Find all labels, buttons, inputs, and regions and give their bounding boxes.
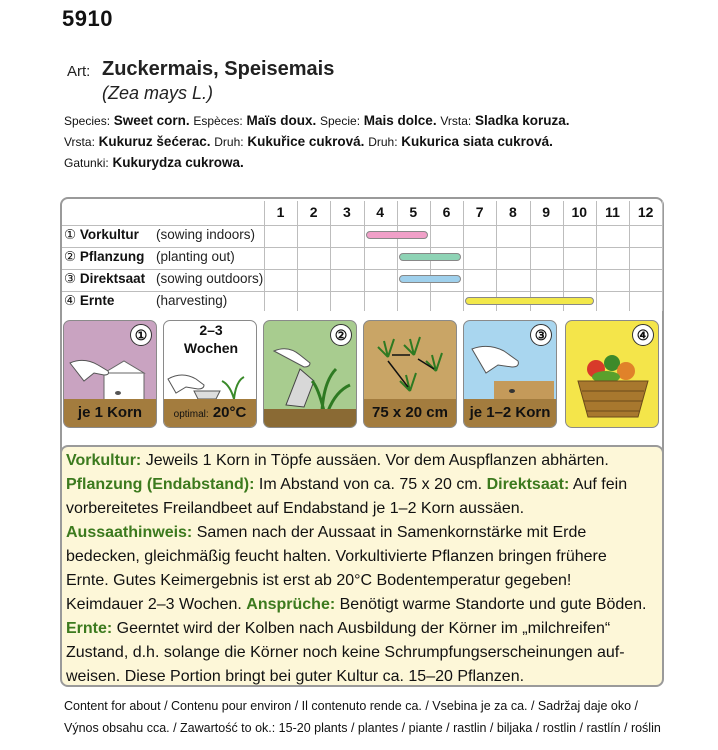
calendar-bar (399, 253, 461, 261)
calendar-row-label (64, 293, 259, 309)
grid-line-vertical (364, 201, 365, 311)
row-number: ④ (64, 293, 77, 308)
tile-direct-sowing (463, 320, 557, 428)
grid-line-horizontal (62, 291, 662, 292)
grid-line-vertical (297, 201, 298, 311)
content-line-1: Content for about / Contenu pour environ / Il contenuto rende ca. / Vsebina je za ca. / Sadržaj daje oko / (64, 699, 638, 713)
row-translation: (sowing indoors) (156, 227, 256, 242)
calendar-bar (366, 231, 428, 239)
instruction-line (66, 641, 662, 665)
month-2: 2 (309, 204, 318, 220)
month-12: 12 (637, 204, 654, 220)
month-6: 6 (442, 204, 451, 220)
month-9: 9 (542, 204, 550, 220)
species-line-2: Vrsta: Kukuruz šećerac. Druh: Kukuřice cukrová. Druh: Kukurica siata cukrová. (64, 134, 553, 149)
grid-line-vertical (563, 201, 564, 311)
instruction-line (66, 665, 662, 689)
instruction-text: Samen nach der Aussaat in Samenkornstärke mit Erde (192, 524, 587, 541)
tile-footer-spacing: 75 x 20 cm (364, 399, 456, 427)
grid-line-vertical (330, 201, 331, 311)
calendar-bar (465, 297, 594, 305)
row-number: ② (64, 249, 77, 264)
row-number: ① (64, 227, 77, 242)
species-line-1: Species: Sweet corn. Espèces: Maïs doux. Specie: Mais dolce. Vrsta: Sladka koruza. (64, 113, 570, 128)
grid-line-horizontal (62, 225, 662, 226)
row-translation: (planting out) (156, 249, 235, 264)
instruction-text: Ernte. Gutes Keimergebnis ist erst ab 20°C Bodentemperatur gegeben! (66, 572, 572, 589)
grid-line-vertical (397, 201, 398, 311)
instruction-text: Keimdauer 2–3 Wochen. (66, 596, 247, 613)
row-title: Pflanzung (79, 249, 145, 264)
month-3: 3 (342, 204, 351, 220)
instruction-text: Geerntet wird der Kolben nach Ausbildung der Körner im „milchreifen“ (112, 620, 611, 637)
tile-planting-out (263, 320, 357, 428)
instruction-heading: Ernte: (66, 620, 113, 637)
instruction-heading: Direktsaat: (486, 476, 570, 493)
step-badge-2: ② (330, 324, 352, 346)
month-8: 8 (508, 204, 517, 220)
content-info (64, 695, 661, 739)
tile-spacing (363, 320, 457, 428)
month-11: 11 (605, 204, 620, 220)
instruction-text: Im Abstand von ca. 75 x 20 cm. (254, 476, 487, 493)
row-translation: (sowing outdoors) (156, 271, 264, 286)
germination-time: 2–3 Wochen (183, 322, 239, 356)
month-5: 5 (409, 204, 418, 220)
calendar-bar (399, 275, 461, 283)
instruction-text: vorbereitetes Freilandbeet auf Endabstand je 1–2 Korn aussäen. (66, 500, 525, 517)
grid-line-vertical (463, 201, 464, 311)
step-badge-4: ④ (632, 324, 654, 346)
instruction-text: bedecken, gleichmäßig feucht halten. Vorkultivierte Pflanzen bringen frühere (66, 548, 607, 565)
instruction-heading: Vorkultur: (66, 452, 142, 469)
instruction-text: Auf fein (569, 476, 628, 493)
instruction-heading: Ansprüche: (246, 596, 336, 613)
row-title: Direktsaat (79, 271, 146, 286)
tile-harvest (565, 320, 659, 428)
calendar-row-label (64, 249, 259, 265)
tile-germination (163, 320, 257, 428)
grid-line-vertical (530, 201, 531, 311)
tile-footer-seed-count: je 1 Korn (64, 399, 156, 427)
instruction-line (66, 593, 662, 617)
content-line-2: Výnos obsahu cca. / Zawartość to ok.: 15-20 plants / plantes / piante / rastlin / biljaka / rostlin / rastlín / roślin (64, 721, 661, 735)
instruction-line (66, 473, 662, 497)
art-label: Art: (67, 63, 91, 80)
month-10: 10 (571, 204, 588, 220)
instruction-text: Jeweils 1 Korn in Töpfe aussäen. Vor dem Auspflanzen abhärten. (141, 452, 609, 469)
row-title: Vorkultur (79, 227, 139, 242)
species-line-3: Gatunki: Kukurydza cukrowa. (64, 155, 244, 170)
grid-line-horizontal (62, 247, 662, 248)
grid-line-vertical (264, 201, 265, 311)
tile-footer-temperature: optimal: 20°C (164, 399, 256, 427)
instruction-line (66, 617, 662, 641)
step-badge-1: ① (130, 324, 152, 346)
instruction-text: Zustand, d.h. solange die Körner noch keine Schrumpfungserscheinungen auf- (66, 644, 625, 661)
instruction-line (66, 545, 662, 569)
product-code: 5910 (62, 6, 113, 31)
instruction-line (66, 521, 662, 545)
grid-line-horizontal (62, 269, 662, 270)
grid-line-vertical (596, 201, 597, 311)
instruction-heading: Pflanzung (Endabstand): (66, 476, 255, 493)
instructions-text (66, 449, 662, 689)
month-1: 1 (276, 204, 285, 220)
grid-line-vertical (629, 201, 630, 311)
art-name: Zuckermais, Speisemais (102, 58, 335, 80)
month-4: 4 (376, 204, 384, 220)
instruction-line (66, 449, 662, 473)
row-translation: (harvesting) (156, 293, 228, 308)
grid-line-vertical (496, 201, 497, 311)
row-title: Ernte (79, 293, 115, 308)
calendar-row-label (64, 271, 264, 287)
step-badge-3: ③ (530, 324, 552, 346)
instruction-line (66, 569, 662, 593)
calendar-row-label (64, 227, 259, 243)
tile-footer-seed-count-direct: je 1–2 Korn (464, 399, 556, 427)
tile-sowing-indoors (63, 320, 157, 428)
instruction-text: Benötigt warme Standorte und gute Böden. (335, 596, 647, 613)
instruction-line (66, 497, 662, 521)
latin-name: (Zea mays L.) (102, 83, 214, 103)
instruction-text: weisen. Diese Portion bringt bei guter Kultur ca. 15–20 Pflanzen. (66, 668, 525, 685)
grid-line-vertical (662, 201, 663, 311)
month-7: 7 (475, 204, 484, 220)
instruction-heading: Aussaathinweis: (66, 524, 193, 541)
row-number: ③ (64, 271, 77, 286)
